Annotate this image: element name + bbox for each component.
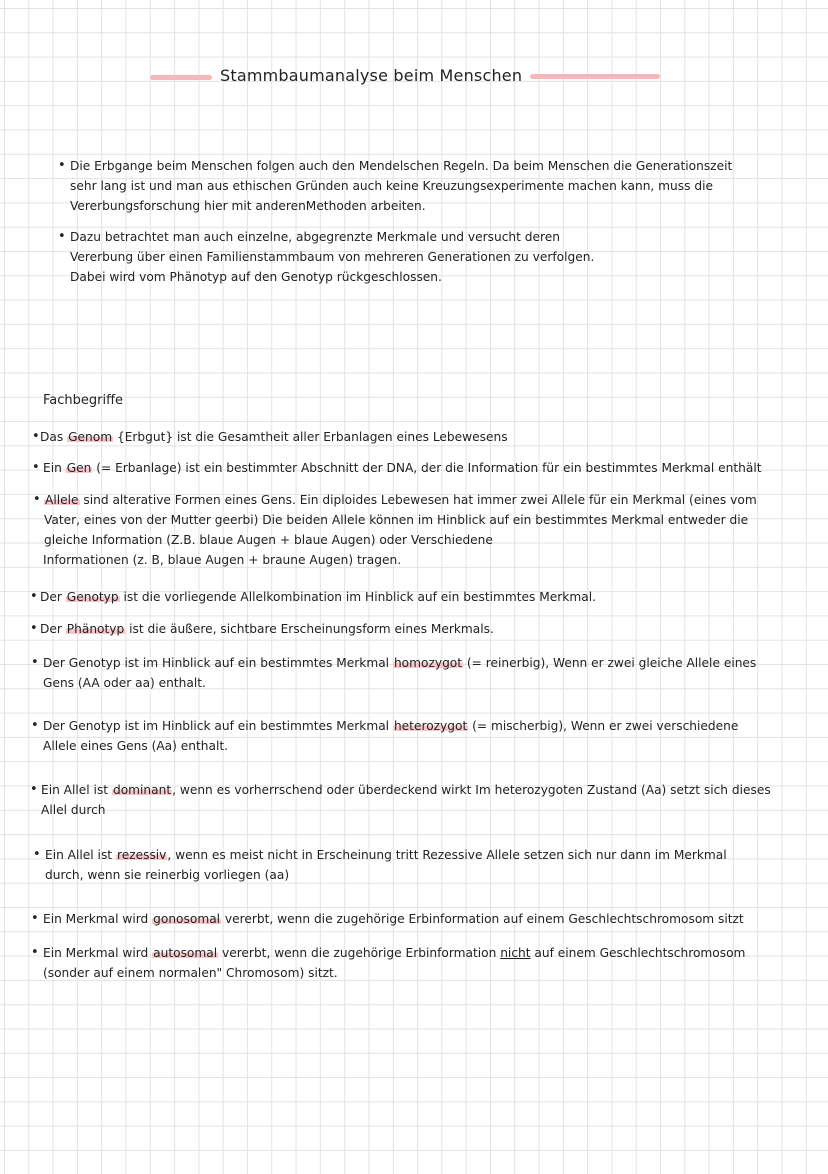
term-highlight: autosomal (153, 946, 218, 960)
term-phaenotyp: Der Phänotyp ist die äußere, sichtbare Erscheinungsform eines Merkmals. (40, 622, 494, 636)
term-genotyp: Der Genotyp ist die vorliegende Allelkombination im Hinblick auf ein bestimmtes Merkmal. (40, 590, 596, 604)
text-line: Vererbungsforschung hier mit anderenMethoden arbeiten. (70, 199, 426, 213)
term-highlight: Phänotyp (66, 622, 125, 636)
text-line: Allele eines Gens (Aa) enthalt. (43, 739, 229, 753)
term-highlight: heterozygot (393, 719, 468, 733)
page-title: Stammbaumanalyse beim Menschen (220, 66, 523, 85)
term-highlight: Gen (66, 461, 92, 475)
term-highlight: rezessiv (116, 848, 167, 862)
bullet-dot: • (32, 460, 40, 475)
term-highlight: gonosomal (153, 912, 221, 926)
term-highlight: Allele (45, 493, 79, 507)
text-line: sehr lang ist und man aus ethischen Gründen auch keine Kreuzungsexperimente machen kann, muss die (70, 179, 713, 193)
term-heterozygot: Der Genotyp ist im Hinblick auf ein bestimmtes Merkmal heterozygot (= mischerbig), Wenn er zwei verschiedene Allele eines Gens (Aa) enthalt. (43, 716, 738, 756)
text-line: Allel durch (41, 803, 106, 817)
text-line: Vater, eines von der Mutter geerbi) Die beiden Allele können im Hinblick auf ein bestimmtes Merkmal entweder die (44, 513, 749, 527)
text-line: (sonder auf einem normalen" Chromosom) sitzt. (43, 966, 338, 980)
term-dominant: Ein Allel ist dominant, wenn es vorherrschend oder überdeckend wirkt Im heterozygoten Zustand (Aa) setzt sich dieses Allel durch (41, 780, 771, 820)
title-decoration-left (150, 75, 212, 80)
text-line: Dazu betrachtet man auch einzelne, abgegrenzte Merkmale und versucht deren (70, 230, 560, 244)
intro-paragraph-2 (70, 227, 594, 287)
bullet-dot: • (58, 229, 66, 244)
section-heading: Fachbegriffe (43, 393, 124, 408)
text-line: Vererbung über einen Familienstammbaum von mehreren Generationen zu verfolgen. (70, 250, 595, 264)
term-homozygot: Der Genotyp ist im Hinblick auf ein bestimmtes Merkmal homozygot (= reinerbig), Wenn er zwei gleiche Allele eines Gens (AA oder aa) enthalt. (43, 653, 756, 693)
term-autosomal: Ein Merkmal wird autosomal vererbt, wenn die zugehörige Erbinformation nicht auf einem Geschlechtschromosom (sonder auf einem normalen" Chromosom) sitzt. (43, 943, 745, 983)
text-line: Die Erbgange beim Menschen folgen auch den Mendelschen Regeln. Da beim Menschen die Generationszeit (70, 159, 733, 173)
bullet-dot: • (31, 911, 39, 926)
text-line: Gens (AA oder aa) enthalt. (43, 676, 206, 690)
underlined-word: nicht (500, 946, 531, 960)
term-highlight: dominant (112, 783, 172, 797)
bullet-dot: • (33, 847, 41, 862)
bullet-dot: • (30, 782, 38, 797)
bullet-dot: • (30, 589, 38, 604)
bullet-dot: • (58, 158, 66, 173)
title-decoration-right (530, 74, 660, 79)
bullet-dot: • (31, 718, 39, 733)
text-line: Informationen (z. B, blaue Augen + braune Augen) tragen. (43, 553, 402, 567)
term-rezessiv: Ein Allel ist rezessiv, wenn es meist nicht in Erscheinung tritt Rezessive Allele setzen sich nur dann im Merkmal durch, wenn sie reinerbig vorliegen (aa) (45, 845, 727, 885)
term-genom: Das Genom {Erbgut} ist die Gesamtheit aller Erbanlagen eines Lebewesens (40, 430, 508, 444)
title-block (150, 66, 660, 88)
intro-paragraph-1 (70, 156, 732, 216)
term-gen: Ein Gen (= Erbanlage) ist ein bestimmter Abschnitt der DNA, der die Information für ein bestimmtes Merkmal enthält (43, 461, 762, 475)
bullet-dot: • (32, 429, 40, 444)
term-gonosomal: Ein Merkmal wird gonosomal vererbt, wenn die zugehörige Erbinformation auf einem Geschlechtschromosom sitzt (43, 912, 744, 926)
bullet-dot: • (33, 492, 41, 507)
bullet-dot: • (31, 945, 39, 960)
text-line: gleiche Information (Z.B. blaue Augen + blaue Augen) oder Verschiedene (44, 533, 493, 547)
text-line: Dabei wird vom Phänotyp auf den Genotyp rückgeschlossen. (70, 270, 442, 284)
term-highlight: Genotyp (66, 590, 119, 604)
text-line: durch, wenn sie reinerbig vorliegen (aa) (45, 868, 290, 882)
bullet-dot: • (31, 655, 39, 670)
bullet-dot: • (30, 621, 38, 636)
term-highlight: homozygot (393, 656, 463, 670)
term-highlight: Genom (68, 430, 113, 444)
term-allele: Allele sind alterative Formen eines Gens. Ein diploides Lebewesen hat immer zwei Allele für ein Merkmal (eines vom Vater, eines von der Mutter geerbi) Die beiden Allele können im Hinblick auf ein bestimmtes Merkmal entweder die gleiche Information (Z.B. blaue Augen + blaue Augen) oder Verschiedene Informationen (z. B, blaue Augen + braune Augen) tragen. (44, 490, 757, 570)
